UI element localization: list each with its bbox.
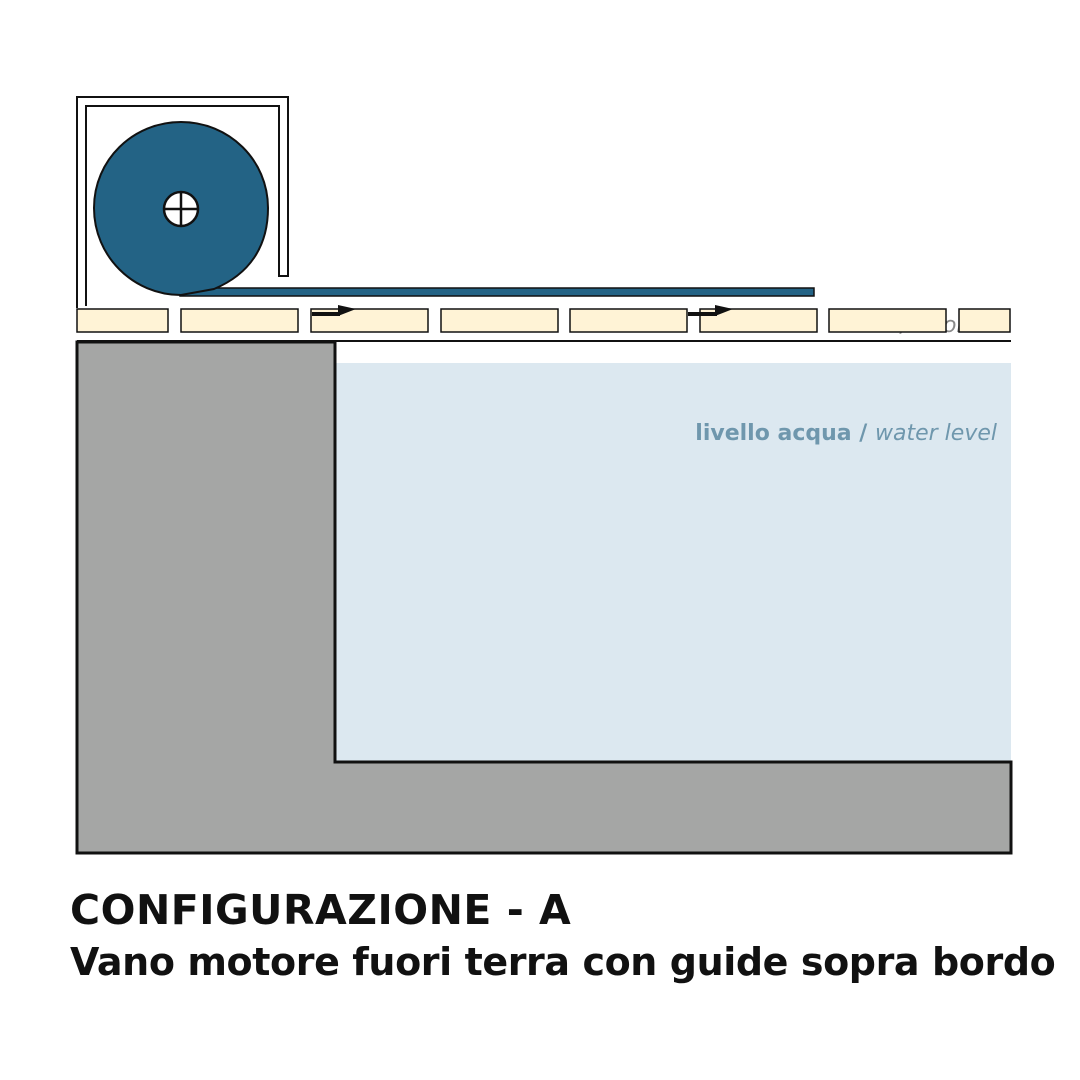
configuration-title: CONFIGURAZIONE - A [70,886,572,934]
water-level-label-separator: / [851,421,875,446]
cover-slat [180,288,814,296]
water-level-label-en: water level [875,421,997,446]
water-level-label [695,421,997,446]
coping-slab [441,309,558,332]
coping-slab [181,309,298,332]
roller-axle-icon [164,192,198,226]
configuration-subtitle: Vano motore fuori terra con guide sopra bordo [70,940,1056,984]
coping-slabs [77,309,1010,332]
water-level-label-it: livello acqua [695,421,852,446]
coping-slab [829,309,946,332]
coping-slab [77,309,168,332]
coping-slab [959,309,1010,332]
coping-slab [570,309,687,332]
